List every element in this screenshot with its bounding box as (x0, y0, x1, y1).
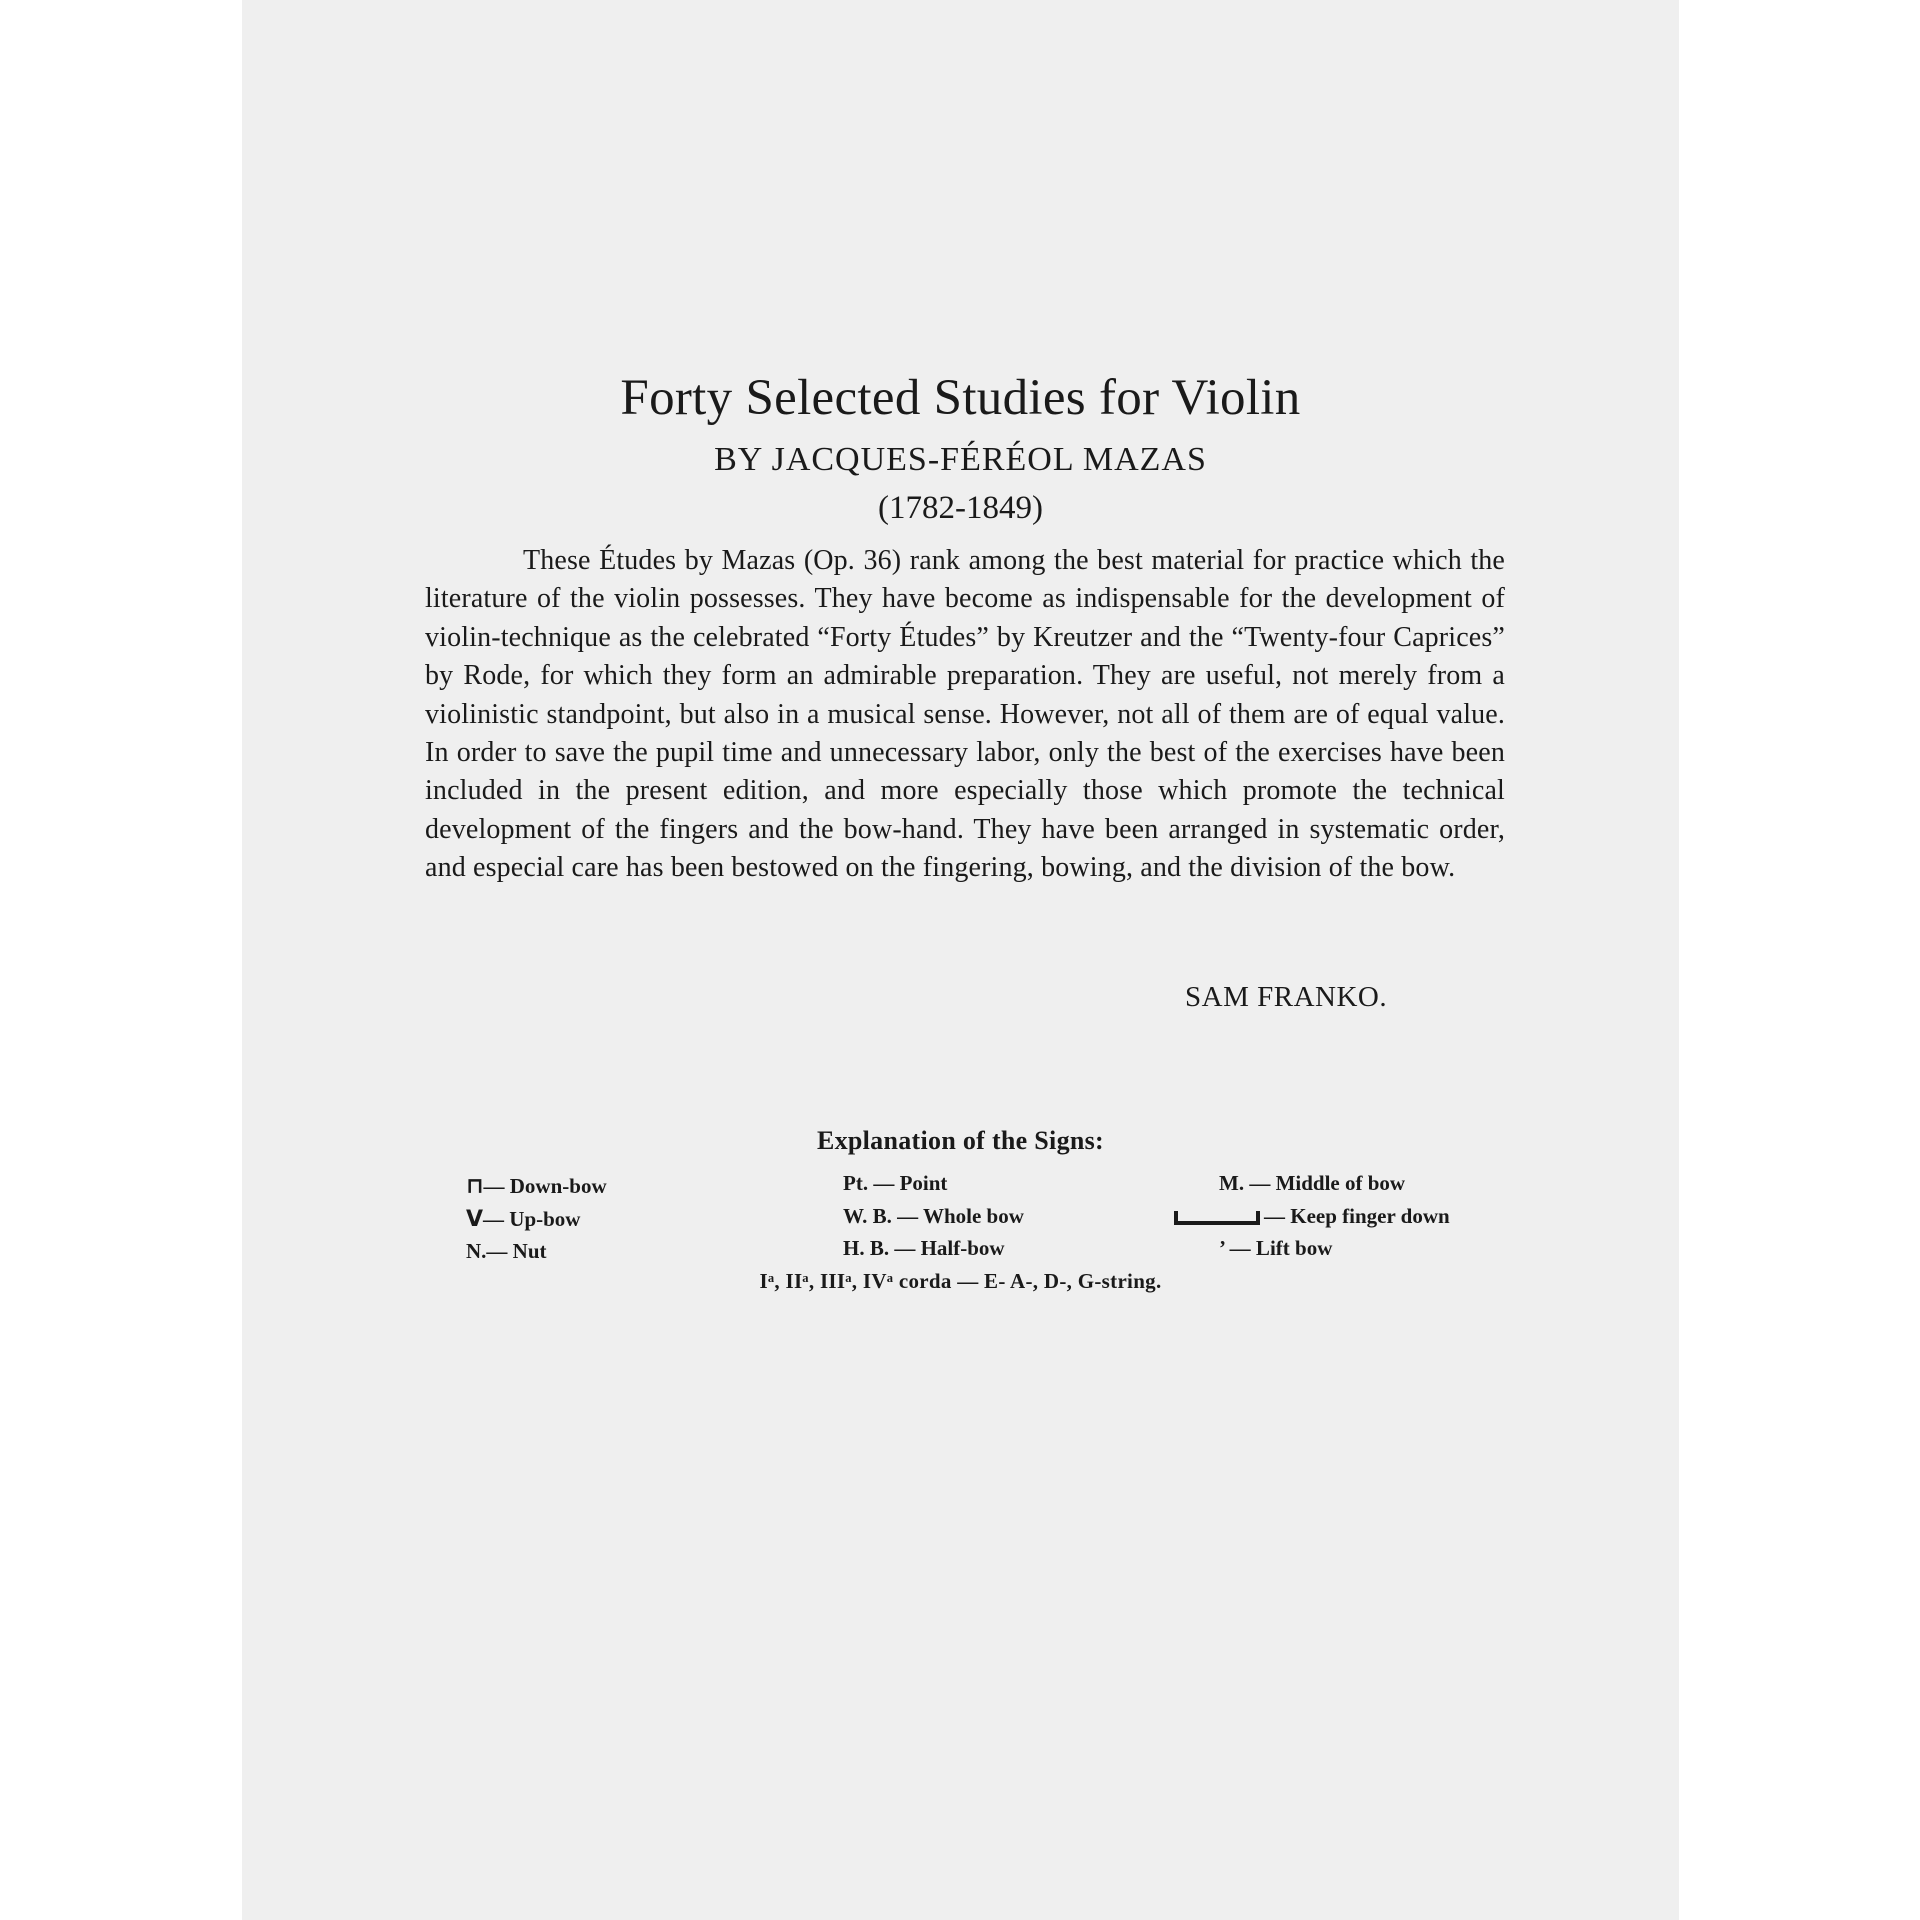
sign-label: N.— Nut (466, 1239, 547, 1263)
author-dates: (1782-1849) (878, 490, 1043, 526)
sign-label: ’ — Lift bow (1219, 1236, 1333, 1260)
sign-label: — Up-bow (483, 1207, 581, 1231)
sign-label: — Keep finger down (1264, 1204, 1450, 1228)
sign-label: — Down-bow (483, 1174, 607, 1198)
sign-down-bow (466, 1171, 607, 1202)
string-names-line: Iᵃ, IIᵃ, IIIᵃ, IVᵃ corda — E- A-, D-, G-string. (759, 1269, 1162, 1293)
preface-paragraph: These Études by Mazas (Op. 36) rank among the best material for practice which the literature of the violin possesses. They have become as indispensable for the development of violin-technique as the celebrated “Forty Études” by Kreutzer and the “Twenty-four Caprices” by Rode, for which they form an admirable preparation. They are useful, not merely from a violinistic standpoint, but also in a musical sense. However, not all of them are of equal value. In order to save the pupil time and unnecessary labor, only the best of the exercises have been included in the present edition, and more especially those which promote the technical development of the fingers and the bow-hand. They have been arranged in systematic order, and especial care has been bestowed on the fingering, bowing, and the division of the bow. (425, 545, 1505, 884)
sign-half-bow (843, 1233, 1005, 1263)
author-byline: BY JACQUES-FÉRÉOL MAZAS (714, 441, 1207, 478)
sign-label: M. — Middle of bow (1219, 1171, 1406, 1195)
sign-point (843, 1168, 947, 1198)
signature: SAM FRANKO. (1185, 981, 1388, 1013)
keep-finger-bracket-icon (1174, 1211, 1260, 1225)
sign-keep-finger-down (1174, 1201, 1450, 1231)
sign-label: Pt. — Point (843, 1171, 948, 1195)
sign-middle-of-bow (1219, 1168, 1405, 1198)
document-page (242, 0, 1679, 1920)
document-title: Forty Selected Studies for Violin (620, 370, 1301, 426)
sign-label: W. B. — Whole bow (843, 1204, 1024, 1228)
sign-nut (466, 1236, 547, 1266)
down-bow-icon: ⊓ (466, 1174, 484, 1199)
sign-whole-bow (843, 1201, 1024, 1231)
up-bow-icon: V (466, 1207, 484, 1232)
sign-lift-bow (1219, 1233, 1332, 1263)
sign-label: H. B. — Half-bow (843, 1236, 1005, 1260)
sign-up-bow (466, 1204, 580, 1235)
signs-heading: Explanation of the Signs: (816, 1126, 1105, 1155)
